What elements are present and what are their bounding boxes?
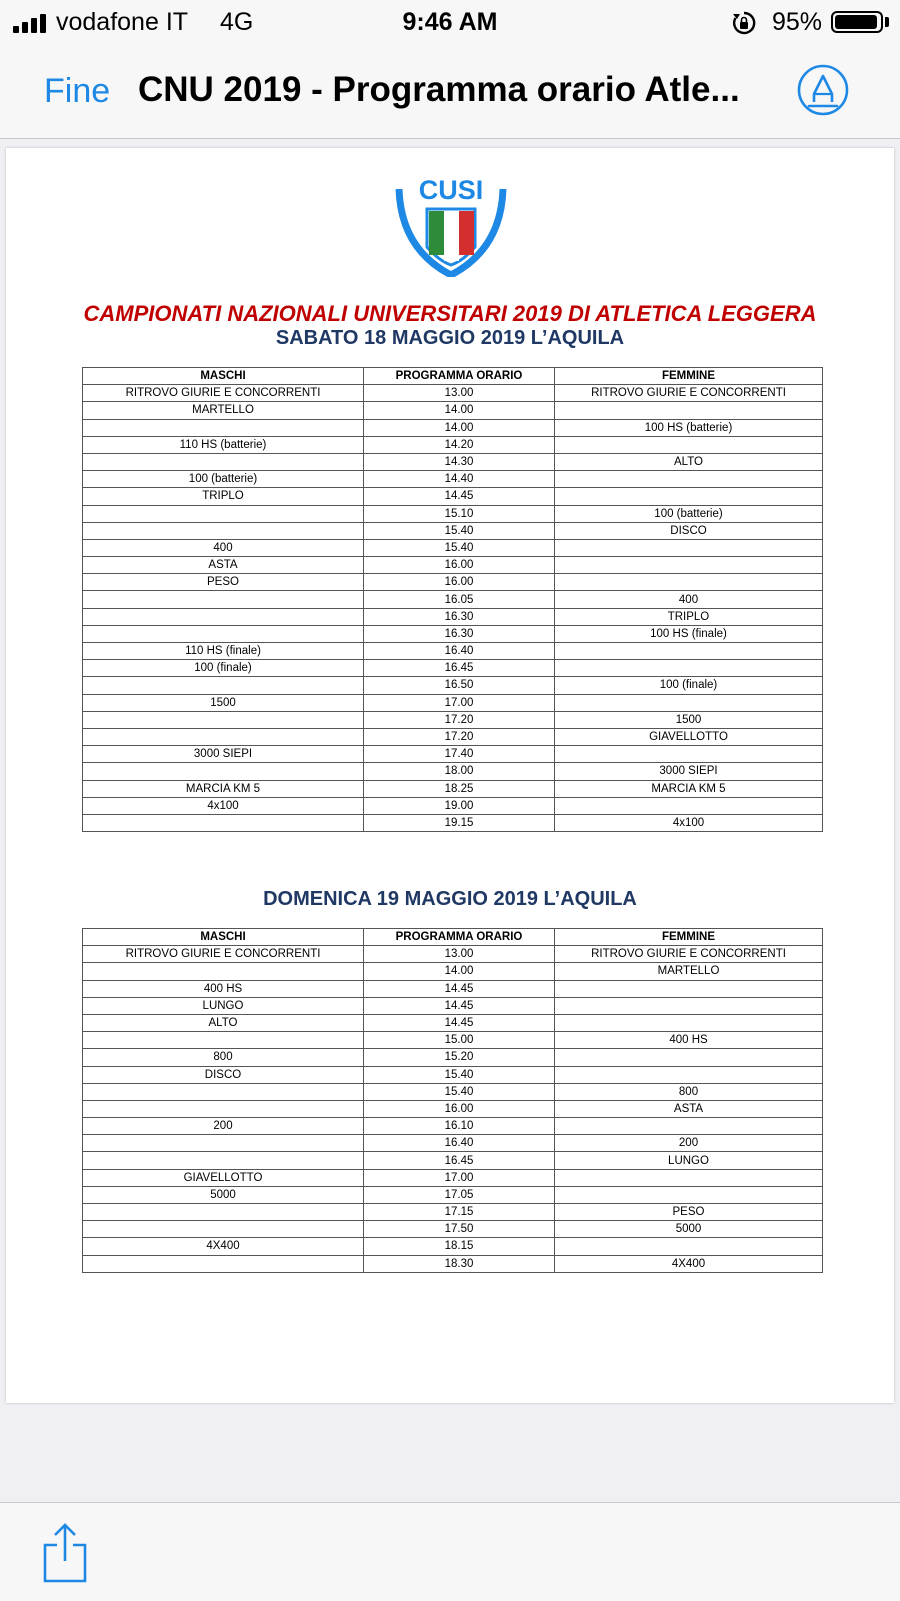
cell-femmine: MARCIA KM 5 [555, 780, 823, 797]
cell-orario: 14.00 [364, 402, 555, 419]
cell-orario: 16.00 [364, 1100, 555, 1117]
cell-maschi: MARTELLO [83, 402, 364, 419]
cell-femmine: ALTO [555, 453, 823, 470]
cell-orario: 16.00 [364, 574, 555, 591]
markup-pen-icon[interactable] [797, 64, 849, 116]
cell-maschi: ALTO [83, 1014, 364, 1031]
cell-femmine: LUNGO [555, 1152, 823, 1169]
cell-orario: 14.20 [364, 436, 555, 453]
cell-maschi [83, 1032, 364, 1049]
table-row [83, 814, 823, 831]
cell-orario: 14.45 [364, 980, 555, 997]
cell-femmine [555, 557, 823, 574]
cusi-logo [391, 169, 511, 277]
cell-orario: 15.00 [364, 1032, 555, 1049]
document-title: CNU 2019 - Programma orario Atle... [138, 70, 740, 109]
table-row [83, 728, 823, 745]
table-row [83, 471, 823, 488]
cell-femmine: PESO [555, 1204, 823, 1221]
cell-maschi [83, 608, 364, 625]
column-header-orario: PROGRAMMA ORARIO [364, 929, 555, 946]
bottom-toolbar [0, 1502, 900, 1601]
schedule-table-saturday [82, 367, 823, 832]
cell-orario: 14.00 [364, 963, 555, 980]
status-bar [0, 0, 900, 46]
cell-femmine [555, 980, 823, 997]
cell-femmine [555, 1014, 823, 1031]
table-row [83, 980, 823, 997]
cell-femmine: 100 (finale) [555, 677, 823, 694]
cell-maschi: MARCIA KM 5 [83, 780, 364, 797]
cell-femmine: 1500 [555, 711, 823, 728]
cell-orario: 15.40 [364, 522, 555, 539]
cell-maschi [83, 814, 364, 831]
cell-maschi [83, 522, 364, 539]
cell-maschi: ASTA [83, 557, 364, 574]
cell-orario: 15.40 [364, 1083, 555, 1100]
table-row [83, 694, 823, 711]
cell-orario: 17.05 [364, 1186, 555, 1203]
day-title-saturday: SABATO 18 MAGGIO 2019 L’AQUILA [275, 327, 625, 349]
cell-maschi: LUNGO [83, 997, 364, 1014]
table-row [83, 780, 823, 797]
cell-maschi: 4X400 [83, 1238, 364, 1255]
cell-femmine: TRIPLO [555, 608, 823, 625]
cell-maschi: DISCO [83, 1066, 364, 1083]
cell-orario: 13.00 [364, 946, 555, 963]
cell-orario: 14.30 [364, 453, 555, 470]
cell-orario: 18.25 [364, 780, 555, 797]
day-title-sunday: DOMENICA 19 MAGGIO 2019 L’AQUILA [263, 888, 637, 910]
table-row [83, 453, 823, 470]
cell-orario: 14.45 [364, 1014, 555, 1031]
cell-femmine [555, 1186, 823, 1203]
cell-orario: 16.30 [364, 608, 555, 625]
table-row [83, 1083, 823, 1100]
cell-femmine [555, 1049, 823, 1066]
table-header-row [83, 929, 823, 946]
cell-maschi: RITROVO GIURIE E CONCORRENTI [83, 385, 364, 402]
cell-femmine: RITROVO GIURIE E CONCORRENTI [555, 385, 823, 402]
table-row [83, 591, 823, 608]
cell-femmine [555, 402, 823, 419]
cell-femmine [555, 1118, 823, 1135]
cell-femmine [555, 997, 823, 1014]
cell-orario: 14.45 [364, 488, 555, 505]
table-row [83, 1238, 823, 1255]
cell-maschi: 400 HS [83, 980, 364, 997]
cell-orario: 16.45 [364, 1152, 555, 1169]
column-header-femmine: FEMMINE [555, 368, 823, 385]
cell-maschi: 4x100 [83, 797, 364, 814]
cell-orario: 17.20 [364, 728, 555, 745]
table-row [83, 1066, 823, 1083]
cell-orario: 16.40 [364, 643, 555, 660]
network-type: 4G [220, 8, 254, 36]
table-row [83, 419, 823, 436]
main-title: CAMPIONATI NAZIONALI UNIVERSITARI 2019 DI ATLETICA LEGGERA [83, 301, 817, 326]
cell-orario: 14.45 [364, 997, 555, 1014]
cell-femmine: GIAVELLOTTO [555, 728, 823, 745]
table-row [83, 1014, 823, 1031]
cell-femmine: MARTELLO [555, 963, 823, 980]
table-row [83, 1255, 823, 1272]
battery-tip [885, 17, 889, 27]
cell-femmine: 100 (batterie) [555, 505, 823, 522]
navigation-bar [0, 46, 900, 139]
cell-maschi: 400 [83, 539, 364, 556]
table-row [83, 574, 823, 591]
table-row [83, 522, 823, 539]
table-row [83, 1221, 823, 1238]
cell-orario: 15.10 [364, 505, 555, 522]
cell-orario: 17.40 [364, 746, 555, 763]
cell-maschi [83, 453, 364, 470]
table-row [83, 963, 823, 980]
cell-maschi: 5000 [83, 1186, 364, 1203]
cell-femmine: 200 [555, 1135, 823, 1152]
cell-maschi: 100 (batterie) [83, 471, 364, 488]
cell-femmine [555, 436, 823, 453]
table-row [83, 797, 823, 814]
cell-maschi: 800 [83, 1049, 364, 1066]
table-row [83, 1135, 823, 1152]
cell-femmine [555, 660, 823, 677]
table-row [83, 746, 823, 763]
cell-femmine [555, 746, 823, 763]
table-row [83, 385, 823, 402]
cell-maschi [83, 1255, 364, 1272]
table-row [83, 1186, 823, 1203]
table-row [83, 677, 823, 694]
cell-femmine [555, 488, 823, 505]
cell-orario: 16.40 [364, 1135, 555, 1152]
cell-maschi [83, 1152, 364, 1169]
cell-femmine: 400 [555, 591, 823, 608]
table-row [83, 608, 823, 625]
column-header-orario: PROGRAMMA ORARIO [364, 368, 555, 385]
cell-maschi: 100 (finale) [83, 660, 364, 677]
cell-maschi [83, 728, 364, 745]
cell-maschi: GIAVELLOTTO [83, 1169, 364, 1186]
cell-femmine: 4x100 [555, 814, 823, 831]
cell-femmine: DISCO [555, 522, 823, 539]
cell-femmine [555, 1066, 823, 1083]
cell-maschi: PESO [83, 574, 364, 591]
cell-maschi: 1500 [83, 694, 364, 711]
schedule-table-sunday [82, 928, 823, 1273]
cell-maschi [83, 1204, 364, 1221]
table-row [83, 1169, 823, 1186]
battery-percentage: 95% [772, 8, 823, 36]
column-header-maschi: MASCHI [83, 929, 364, 946]
table-row [83, 557, 823, 574]
cell-orario: 16.45 [364, 660, 555, 677]
cell-orario: 17.00 [364, 1169, 555, 1186]
cell-maschi: 200 [83, 1118, 364, 1135]
cell-femmine [555, 1169, 823, 1186]
cell-maschi [83, 963, 364, 980]
cell-femmine [555, 694, 823, 711]
table-row [83, 436, 823, 453]
cell-orario: 14.00 [364, 419, 555, 436]
cell-femmine [555, 797, 823, 814]
cell-orario: 17.50 [364, 1221, 555, 1238]
cell-orario: 15.40 [364, 539, 555, 556]
cell-orario: 17.15 [364, 1204, 555, 1221]
table-row [83, 402, 823, 419]
cell-femmine: ASTA [555, 1100, 823, 1117]
cell-femmine: 100 HS (batterie) [555, 419, 823, 436]
cell-maschi [83, 1083, 364, 1100]
clock: 9:46 AM [402, 8, 498, 36]
cell-orario: 16.05 [364, 591, 555, 608]
cell-maschi [83, 1100, 364, 1117]
cell-orario: 13.00 [364, 385, 555, 402]
cell-femmine: 5000 [555, 1221, 823, 1238]
table-row [83, 997, 823, 1014]
cell-maschi [83, 677, 364, 694]
cell-femmine [555, 539, 823, 556]
rotation-lock-icon [731, 10, 757, 36]
table-row [83, 1049, 823, 1066]
share-icon[interactable] [42, 1523, 88, 1583]
cell-orario: 15.20 [364, 1049, 555, 1066]
cell-femmine: 4X400 [555, 1255, 823, 1272]
table-row [83, 539, 823, 556]
table-row [83, 711, 823, 728]
cell-maschi [83, 505, 364, 522]
cell-maschi [83, 625, 364, 642]
cell-femmine: 3000 SIEPI [555, 763, 823, 780]
battery-level [835, 15, 877, 29]
cell-femmine: 800 [555, 1083, 823, 1100]
table-row [83, 1118, 823, 1135]
cell-maschi: TRIPLO [83, 488, 364, 505]
carrier-name: vodafone IT [56, 8, 189, 36]
cell-maschi [83, 419, 364, 436]
cell-orario: 14.40 [364, 471, 555, 488]
cell-femmine [555, 574, 823, 591]
cell-maschi [83, 591, 364, 608]
cell-orario: 19.15 [364, 814, 555, 831]
table-row [83, 763, 823, 780]
cell-orario: 18.00 [364, 763, 555, 780]
table-row [83, 660, 823, 677]
cell-femmine: 400 HS [555, 1032, 823, 1049]
cell-orario: 17.00 [364, 694, 555, 711]
cell-maschi [83, 1135, 364, 1152]
cell-femmine: 100 HS (finale) [555, 625, 823, 642]
cell-maschi: 110 HS (batterie) [83, 436, 364, 453]
cell-orario: 16.30 [364, 625, 555, 642]
logo-text: CUSI [418, 175, 484, 205]
column-header-maschi: MASCHI [83, 368, 364, 385]
table-row [83, 625, 823, 642]
cell-orario: 18.15 [364, 1238, 555, 1255]
pdf-page[interactable] [6, 148, 894, 1403]
cell-orario: 17.20 [364, 711, 555, 728]
cell-orario: 16.50 [364, 677, 555, 694]
battery-icon [831, 11, 883, 33]
cell-maschi [83, 711, 364, 728]
table-row [83, 643, 823, 660]
cell-femmine [555, 471, 823, 488]
table-header-row [83, 368, 823, 385]
table-row [83, 946, 823, 963]
column-header-femmine: FEMMINE [555, 929, 823, 946]
cell-femmine [555, 643, 823, 660]
cell-maschi: RITROVO GIURIE E CONCORRENTI [83, 946, 364, 963]
cell-femmine [555, 1238, 823, 1255]
cell-maschi [83, 763, 364, 780]
cell-femmine: RITROVO GIURIE E CONCORRENTI [555, 946, 823, 963]
table-row [83, 488, 823, 505]
cell-orario: 15.40 [364, 1066, 555, 1083]
table-row [83, 1100, 823, 1117]
cell-maschi [83, 1221, 364, 1238]
table-row [83, 1204, 823, 1221]
table-row [83, 505, 823, 522]
done-button[interactable]: Fine [44, 72, 111, 110]
cell-maschi: 3000 SIEPI [83, 746, 364, 763]
cell-maschi: 110 HS (finale) [83, 643, 364, 660]
table-row [83, 1152, 823, 1169]
cell-orario: 16.00 [364, 557, 555, 574]
table-row [83, 1032, 823, 1049]
cell-orario: 19.00 [364, 797, 555, 814]
cell-orario: 16.10 [364, 1118, 555, 1135]
cell-orario: 18.30 [364, 1255, 555, 1272]
